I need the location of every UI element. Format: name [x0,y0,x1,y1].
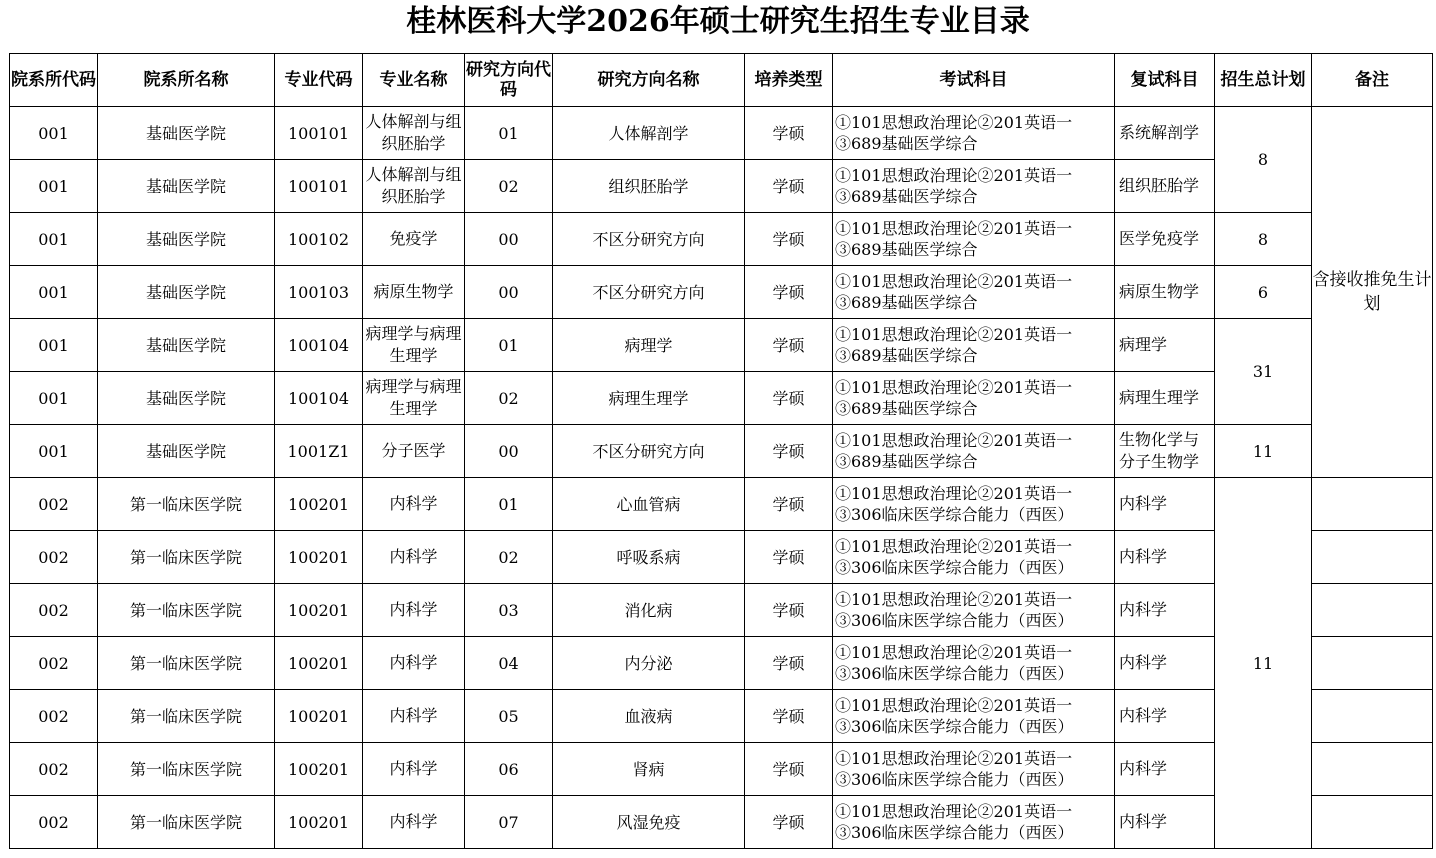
retest-subject-cell: 内科学 [1115,637,1215,690]
dept-name-cell: 基础医学院 [98,319,275,372]
dept-name-cell: 第一临床医学院 [98,796,275,849]
training-type-cell: 学硕 [745,531,833,584]
retest-subject-cell: 病理学 [1115,319,1215,372]
major-name-cell: 内科学 [363,531,465,584]
retest-subject-cell: 病理生理学 [1115,372,1215,425]
dept-name-cell: 第一临床医学院 [98,743,275,796]
exam-subjects-cell [833,107,1115,160]
major-name-cell: 人体解剖与组织胚胎学 [363,107,465,160]
training-type-cell: 学硕 [745,372,833,425]
retest-subject-cell: 病原生物学 [1115,266,1215,319]
direction-name-cell: 不区分研究方向 [553,213,745,266]
major-name-cell: 内科学 [363,637,465,690]
dept-name-cell: 基础医学院 [98,160,275,213]
exam-line-1: ①101思想政治理论②201英语一 [835,378,1073,397]
exam-subjects-cell [833,637,1115,690]
direction-code-cell: 01 [465,107,553,160]
major-code-cell: 100201 [275,531,363,584]
table-row [10,213,1433,266]
notes-cell [1312,531,1433,584]
dept-name-cell: 基础医学院 [98,107,275,160]
table-row [10,319,1433,372]
exam-subjects-cell [833,213,1115,266]
major-name-cell: 病理学与病理生理学 [363,319,465,372]
direction-name-cell: 呼吸系病 [553,531,745,584]
exam-line-2: ③306临床医学综合能力（西医） [835,558,1074,577]
header-row [10,54,1433,107]
notes-cell [1312,637,1433,690]
major-code-cell: 1001Z1 [275,425,363,478]
direction-name-cell: 心血管病 [553,478,745,531]
direction-name-cell: 病理学 [553,319,745,372]
major-name-cell: 人体解剖与组织胚胎学 [363,160,465,213]
major-code-cell: 100201 [275,637,363,690]
retest-subject-cell: 内科学 [1115,478,1215,531]
dept-code-cell: 001 [10,266,98,319]
dept-code-cell: 001 [10,319,98,372]
header-major-code: 专业代码 [275,54,363,107]
dept-name-cell: 第一临床医学院 [98,478,275,531]
exam-subjects-cell [833,478,1115,531]
training-type-cell: 学硕 [745,425,833,478]
exam-line-2: ③689基础医学综合 [835,452,978,471]
dept-name-cell: 第一临床医学院 [98,637,275,690]
exam-line-2: ③306临床医学综合能力（西医） [835,770,1074,789]
direction-name-cell: 肾病 [553,743,745,796]
dept-name-cell: 基础医学院 [98,425,275,478]
direction-code-cell: 01 [465,319,553,372]
dept-code-cell: 002 [10,690,98,743]
header-retest-subject: 复试科目 [1115,54,1215,107]
notes-cell [1312,690,1433,743]
header-exam-subjects: 考试科目 [833,54,1115,107]
total-plan-cell: 8 [1215,107,1312,213]
training-type-cell: 学硕 [745,107,833,160]
major-code-cell: 100103 [275,266,363,319]
table-row [10,425,1433,478]
major-code-cell: 100201 [275,796,363,849]
retest-subject-cell: 内科学 [1115,584,1215,637]
exam-subjects-cell [833,266,1115,319]
exam-line-2: ③306临床医学综合能力（西医） [835,611,1074,630]
header-direction-code: 研究方向代码 [465,54,553,107]
exam-subjects-cell [833,584,1115,637]
header-total-plan: 招生总计划 [1215,54,1312,107]
direction-code-cell: 00 [465,213,553,266]
exam-line-1: ①101思想政治理论②201英语一 [835,749,1073,768]
exam-line-1: ①101思想政治理论②201英语一 [835,696,1073,715]
direction-code-cell: 07 [465,796,553,849]
exam-line-2: ③689基础医学综合 [835,293,978,312]
major-code-cell: 100201 [275,690,363,743]
total-plan-cell: 11 [1215,425,1312,478]
exam-line-1: ①101思想政治理论②201英语一 [835,431,1073,450]
exam-line-2: ③306临床医学综合能力（西医） [835,823,1074,842]
table-row [10,478,1433,531]
retest-subject-cell: 内科学 [1115,690,1215,743]
major-code-cell: 100102 [275,213,363,266]
header-notes: 备注 [1312,54,1433,107]
exam-subjects-cell [833,796,1115,849]
training-type-cell: 学硕 [745,213,833,266]
dept-code-cell: 001 [10,425,98,478]
major-name-cell: 分子医学 [363,425,465,478]
dept-name-cell: 第一临床医学院 [98,584,275,637]
training-type-cell: 学硕 [745,690,833,743]
training-type-cell: 学硕 [745,796,833,849]
dept-name-cell: 基础医学院 [98,213,275,266]
retest-subject-cell: 内科学 [1115,796,1215,849]
header-dept-code: 院系所代码 [10,54,98,107]
direction-name-cell: 组织胚胎学 [553,160,745,213]
direction-code-cell: 03 [465,584,553,637]
direction-code-cell: 06 [465,743,553,796]
header-dept-name: 院系所名称 [98,54,275,107]
exam-subjects-cell [833,690,1115,743]
direction-code-cell: 05 [465,690,553,743]
exam-subjects-cell [833,531,1115,584]
total-plan-cell: 8 [1215,213,1312,266]
major-code-cell: 100201 [275,743,363,796]
dept-code-cell: 002 [10,584,98,637]
direction-name-cell: 人体解剖学 [553,107,745,160]
direction-name-cell: 消化病 [553,584,745,637]
exam-subjects-cell [833,743,1115,796]
exam-line-1: ①101思想政治理论②201英语一 [835,590,1073,609]
retest-subject-cell: 内科学 [1115,531,1215,584]
dept-code-cell: 001 [10,107,98,160]
major-code-cell: 100101 [275,160,363,213]
retest-subject-cell: 组织胚胎学 [1115,160,1215,213]
notes-cell [1312,478,1433,531]
major-code-cell: 100201 [275,478,363,531]
direction-name-cell: 不区分研究方向 [553,266,745,319]
dept-code-cell: 001 [10,372,98,425]
dept-code-cell: 002 [10,743,98,796]
major-name-cell: 内科学 [363,743,465,796]
direction-code-cell: 04 [465,637,553,690]
exam-line-1: ①101思想政治理论②201英语一 [835,325,1073,344]
exam-subjects-cell [833,372,1115,425]
exam-line-2: ③689基础医学综合 [835,240,978,259]
retest-subject-cell: 系统解剖学 [1115,107,1215,160]
exam-line-2: ③689基础医学综合 [835,134,978,153]
exam-line-1: ①101思想政治理论②201英语一 [835,802,1073,821]
total-plan-cell: 6 [1215,266,1312,319]
major-name-cell: 内科学 [363,584,465,637]
exam-line-1: ①101思想政治理论②201英语一 [835,219,1073,238]
major-code-cell: 100201 [275,584,363,637]
dept-name-cell: 第一临床医学院 [98,690,275,743]
training-type-cell: 学硕 [745,637,833,690]
dept-code-cell: 002 [10,531,98,584]
training-type-cell: 学硕 [745,478,833,531]
training-type-cell: 学硕 [745,160,833,213]
retest-subject-cell: 内科学 [1115,743,1215,796]
direction-name-cell: 内分泌 [553,637,745,690]
direction-code-cell: 02 [465,372,553,425]
dept-code-cell: 002 [10,796,98,849]
direction-code-cell: 00 [465,266,553,319]
total-plan-cell: 11 [1215,478,1312,849]
exam-line-2: ③689基础医学综合 [835,346,978,365]
exam-line-1: ①101思想政治理论②201英语一 [835,166,1073,185]
exam-line-1: ①101思想政治理论②201英语一 [835,272,1073,291]
direction-code-cell: 00 [465,425,553,478]
notes-cell [1312,743,1433,796]
exam-line-2: ③306临床医学综合能力（西医） [835,664,1074,683]
direction-name-cell: 风湿免疫 [553,796,745,849]
dept-code-cell: 002 [10,478,98,531]
exam-subjects-cell [833,160,1115,213]
major-name-cell: 免疫学 [363,213,465,266]
training-type-cell: 学硕 [745,319,833,372]
notes-cell [1312,584,1433,637]
major-name-cell: 内科学 [363,690,465,743]
exam-line-1: ①101思想政治理论②201英语一 [835,484,1073,503]
direction-code-cell: 01 [465,478,553,531]
notes-cell [1312,796,1433,849]
dept-name-cell: 基础医学院 [98,372,275,425]
direction-name-cell: 不区分研究方向 [553,425,745,478]
page-title: 桂林医科大学2026年硕士研究生招生专业目录 [406,4,1030,39]
table-row [10,266,1433,319]
major-name-cell: 病理学与病理生理学 [363,372,465,425]
exam-subjects-cell [833,319,1115,372]
dept-code-cell: 001 [10,213,98,266]
exam-line-2: ③689基础医学综合 [835,399,978,418]
major-code-cell: 100104 [275,319,363,372]
exam-line-2: ③306临床医学综合能力（西医） [835,717,1074,736]
direction-code-cell: 02 [465,531,553,584]
exam-line-1: ①101思想政治理论②201英语一 [835,643,1073,662]
exam-line-2: ③689基础医学综合 [835,187,978,206]
retest-subject-cell: 医学免疫学 [1115,213,1215,266]
exam-line-2: ③306临床医学综合能力（西医） [835,505,1074,524]
header-direction-name: 研究方向名称 [553,54,745,107]
exam-line-1: ①101思想政治理论②201英语一 [835,537,1073,556]
catalog-table [9,53,1433,849]
header-major-name: 专业名称 [363,54,465,107]
exam-line-1: ①101思想政治理论②201英语一 [835,113,1073,132]
major-name-cell: 内科学 [363,796,465,849]
training-type-cell: 学硕 [745,743,833,796]
retest-subject-cell: 生物化学与分子生物学 [1115,425,1215,478]
dept-code-cell: 001 [10,160,98,213]
exam-subjects-cell [833,425,1115,478]
major-name-cell: 病原生物学 [363,266,465,319]
major-name-cell: 内科学 [363,478,465,531]
dept-code-cell: 002 [10,637,98,690]
major-code-cell: 100101 [275,107,363,160]
header-training-type: 培养类型 [745,54,833,107]
major-code-cell: 100104 [275,372,363,425]
direction-code-cell: 02 [465,160,553,213]
total-plan-cell: 31 [1215,319,1312,425]
notes-cell: 含接收推免生计划 [1312,107,1433,478]
table-row [10,107,1433,160]
direction-name-cell: 病理生理学 [553,372,745,425]
dept-name-cell: 第一临床医学院 [98,531,275,584]
dept-name-cell: 基础医学院 [98,266,275,319]
training-type-cell: 学硕 [745,266,833,319]
training-type-cell: 学硕 [745,584,833,637]
direction-name-cell: 血液病 [553,690,745,743]
